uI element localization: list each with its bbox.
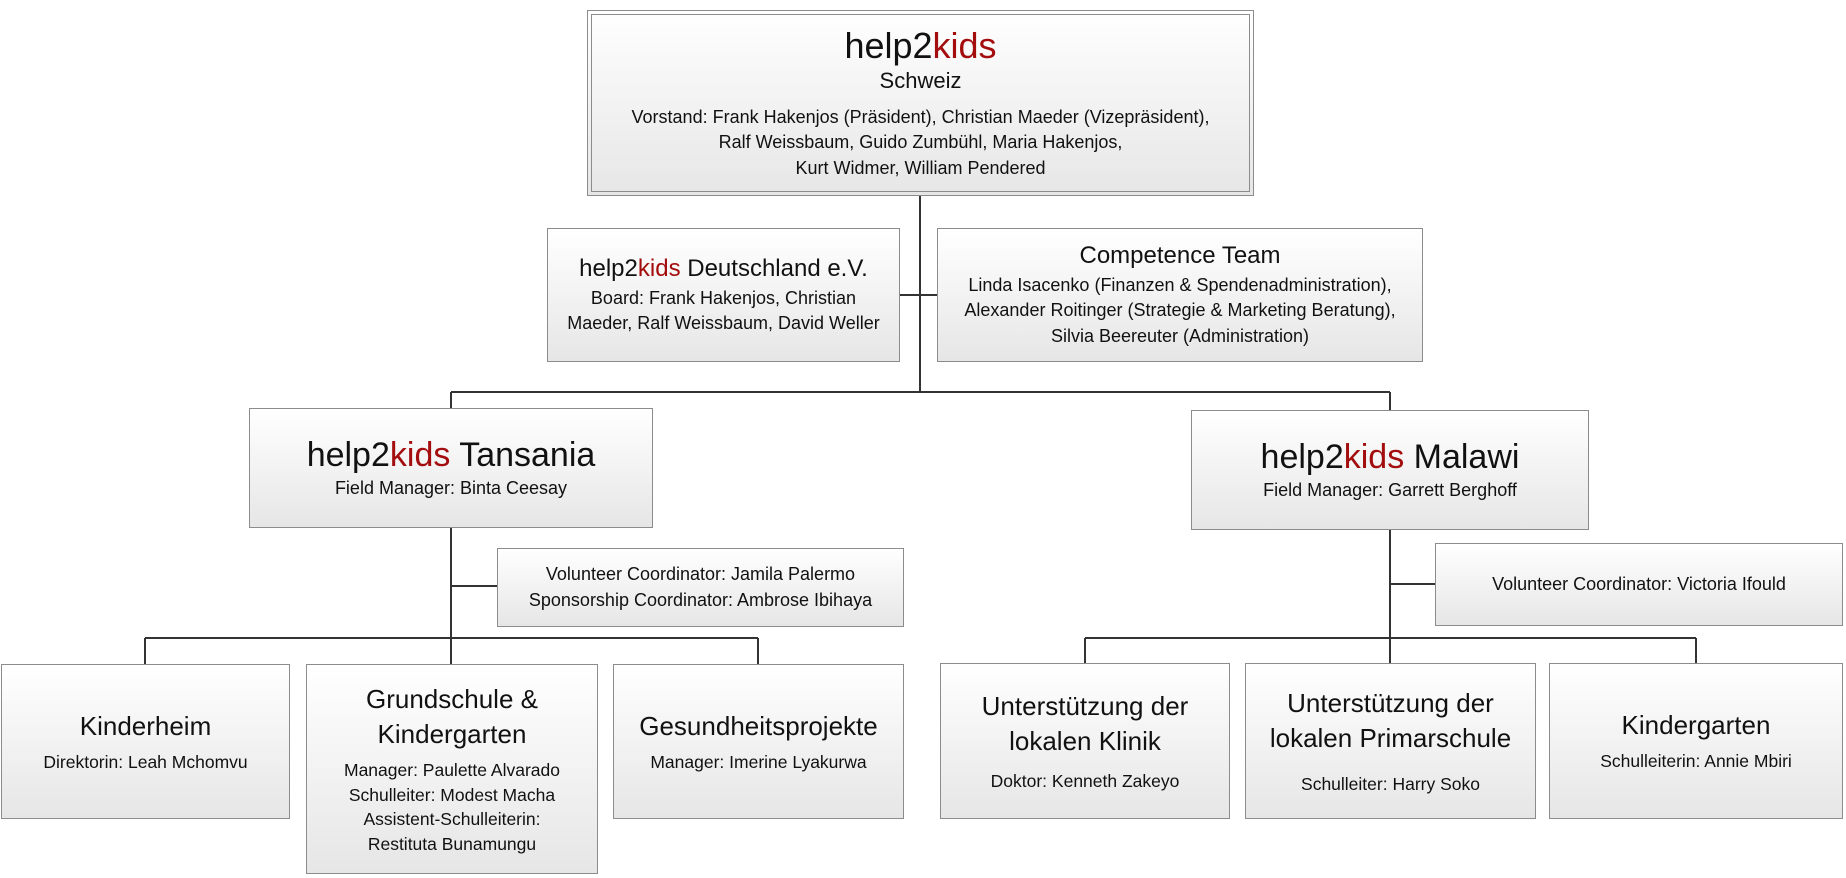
tansania-title bbox=[307, 435, 596, 476]
root-box-schweiz bbox=[587, 10, 1254, 196]
tansania-manager: Field Manager: Binta Ceesay bbox=[334, 478, 568, 499]
coordinator-line: Volunteer Coordinator: Jamila Palermo bbox=[545, 564, 856, 585]
coordinator-line: Sponsorship Coordinator: Ambrose Ibihaya bbox=[528, 589, 873, 610]
competence-title: Competence Team bbox=[1079, 242, 1281, 270]
tansania-coordinators bbox=[529, 562, 872, 612]
board-line: Maeder, Ralf Weissbaum, David Weller bbox=[567, 313, 880, 333]
project-staff bbox=[344, 758, 560, 856]
brand-accent-text: kids bbox=[1343, 438, 1405, 477]
staff-line: Restituta Bunamungu bbox=[367, 833, 537, 854]
project-title bbox=[1270, 686, 1511, 756]
tansania-coordinators-box bbox=[497, 548, 904, 627]
project-title bbox=[982, 689, 1189, 759]
malawi-box bbox=[1191, 410, 1589, 530]
title-line: Unterstützung der bbox=[981, 690, 1189, 721]
member-line: Alexander Roitinger (Strategie & Marketing Beratung), bbox=[964, 300, 1396, 321]
malawi-title-suffix: Malawi bbox=[1404, 438, 1520, 477]
competence-members bbox=[964, 273, 1395, 349]
malawi-coordinator-box bbox=[1435, 543, 1843, 626]
germany-title-suffix: Deutschland e.V. bbox=[680, 254, 868, 282]
staff-line: Schulleiter: Modest Macha bbox=[348, 784, 556, 805]
germany-board bbox=[567, 286, 879, 336]
brand-accent-text: kids bbox=[637, 254, 681, 282]
title-line: Grundschule & bbox=[366, 683, 538, 714]
tansania-box bbox=[249, 408, 653, 528]
title-line: lokalen Primarschule bbox=[1269, 722, 1512, 753]
germany-title bbox=[579, 254, 868, 284]
project-staff: Schulleiter: Harry Soko bbox=[1301, 773, 1480, 794]
project-staff: Manager: Imerine Lyakurwa bbox=[650, 751, 867, 772]
brand-text: help2 bbox=[306, 436, 390, 475]
project-staff: Schulleiterin: Annie Mbiri bbox=[1600, 751, 1792, 772]
root-board bbox=[632, 105, 1210, 181]
project-kindergarten bbox=[1549, 663, 1843, 819]
project-title: Kinderheim bbox=[79, 710, 212, 741]
brand-text: help2 bbox=[844, 25, 933, 67]
germany-box bbox=[547, 228, 900, 362]
project-klinik bbox=[940, 663, 1230, 819]
project-grundschule bbox=[306, 664, 598, 874]
board-line: Board: Frank Hakenjos, Christian bbox=[590, 287, 857, 308]
tansania-title-suffix: Tansania bbox=[450, 436, 596, 475]
brand-text: help2 bbox=[1260, 438, 1344, 477]
project-kinderheim bbox=[1, 664, 290, 819]
staff-line: Assistent-Schulleiterin: bbox=[363, 809, 541, 830]
board-line: Ralf Weissbaum, Guido Zumbühl, Maria Hakenjos, bbox=[718, 132, 1123, 153]
board-line: Kurt Widmer, William Pendered bbox=[795, 157, 1046, 178]
project-title: Kindergarten bbox=[1621, 710, 1771, 741]
competence-team-box bbox=[937, 228, 1423, 362]
member-line: Silvia Beereuter (Administration) bbox=[1050, 325, 1310, 346]
project-title bbox=[366, 682, 538, 752]
project-staff: Direktorin: Leah Mchomvu bbox=[43, 751, 248, 772]
malawi-title bbox=[1261, 437, 1520, 478]
member-line: Linda Isacenko (Finanzen & Spendenadministration), bbox=[968, 275, 1392, 296]
brand-accent-text: kids bbox=[389, 436, 451, 475]
brand-text: help2 bbox=[579, 254, 638, 282]
board-line: Vorstand: Frank Hakenjos (Präsident), Christian Maeder (Vizepräsident), bbox=[631, 107, 1210, 128]
staff-line: Manager: Paulette Alvarado bbox=[344, 760, 560, 781]
project-title: Gesundheitsprojekte bbox=[639, 710, 878, 741]
title-line: Kindergarten bbox=[377, 719, 527, 749]
brand-accent-text: kids bbox=[932, 25, 997, 67]
root-title bbox=[844, 25, 996, 66]
project-staff: Doktor: Kenneth Zakeyo bbox=[990, 770, 1180, 791]
title-line: Unterstützung der bbox=[1287, 687, 1494, 718]
root-subtitle: Schweiz bbox=[879, 67, 962, 93]
malawi-coordinator: Volunteer Coordinator: Victoria Ifould bbox=[1492, 573, 1786, 594]
project-primarschule bbox=[1245, 663, 1536, 819]
project-gesundheit bbox=[613, 664, 904, 819]
malawi-manager: Field Manager: Garrett Berghoff bbox=[1263, 480, 1517, 501]
title-line: lokalen Klinik bbox=[1009, 725, 1161, 756]
